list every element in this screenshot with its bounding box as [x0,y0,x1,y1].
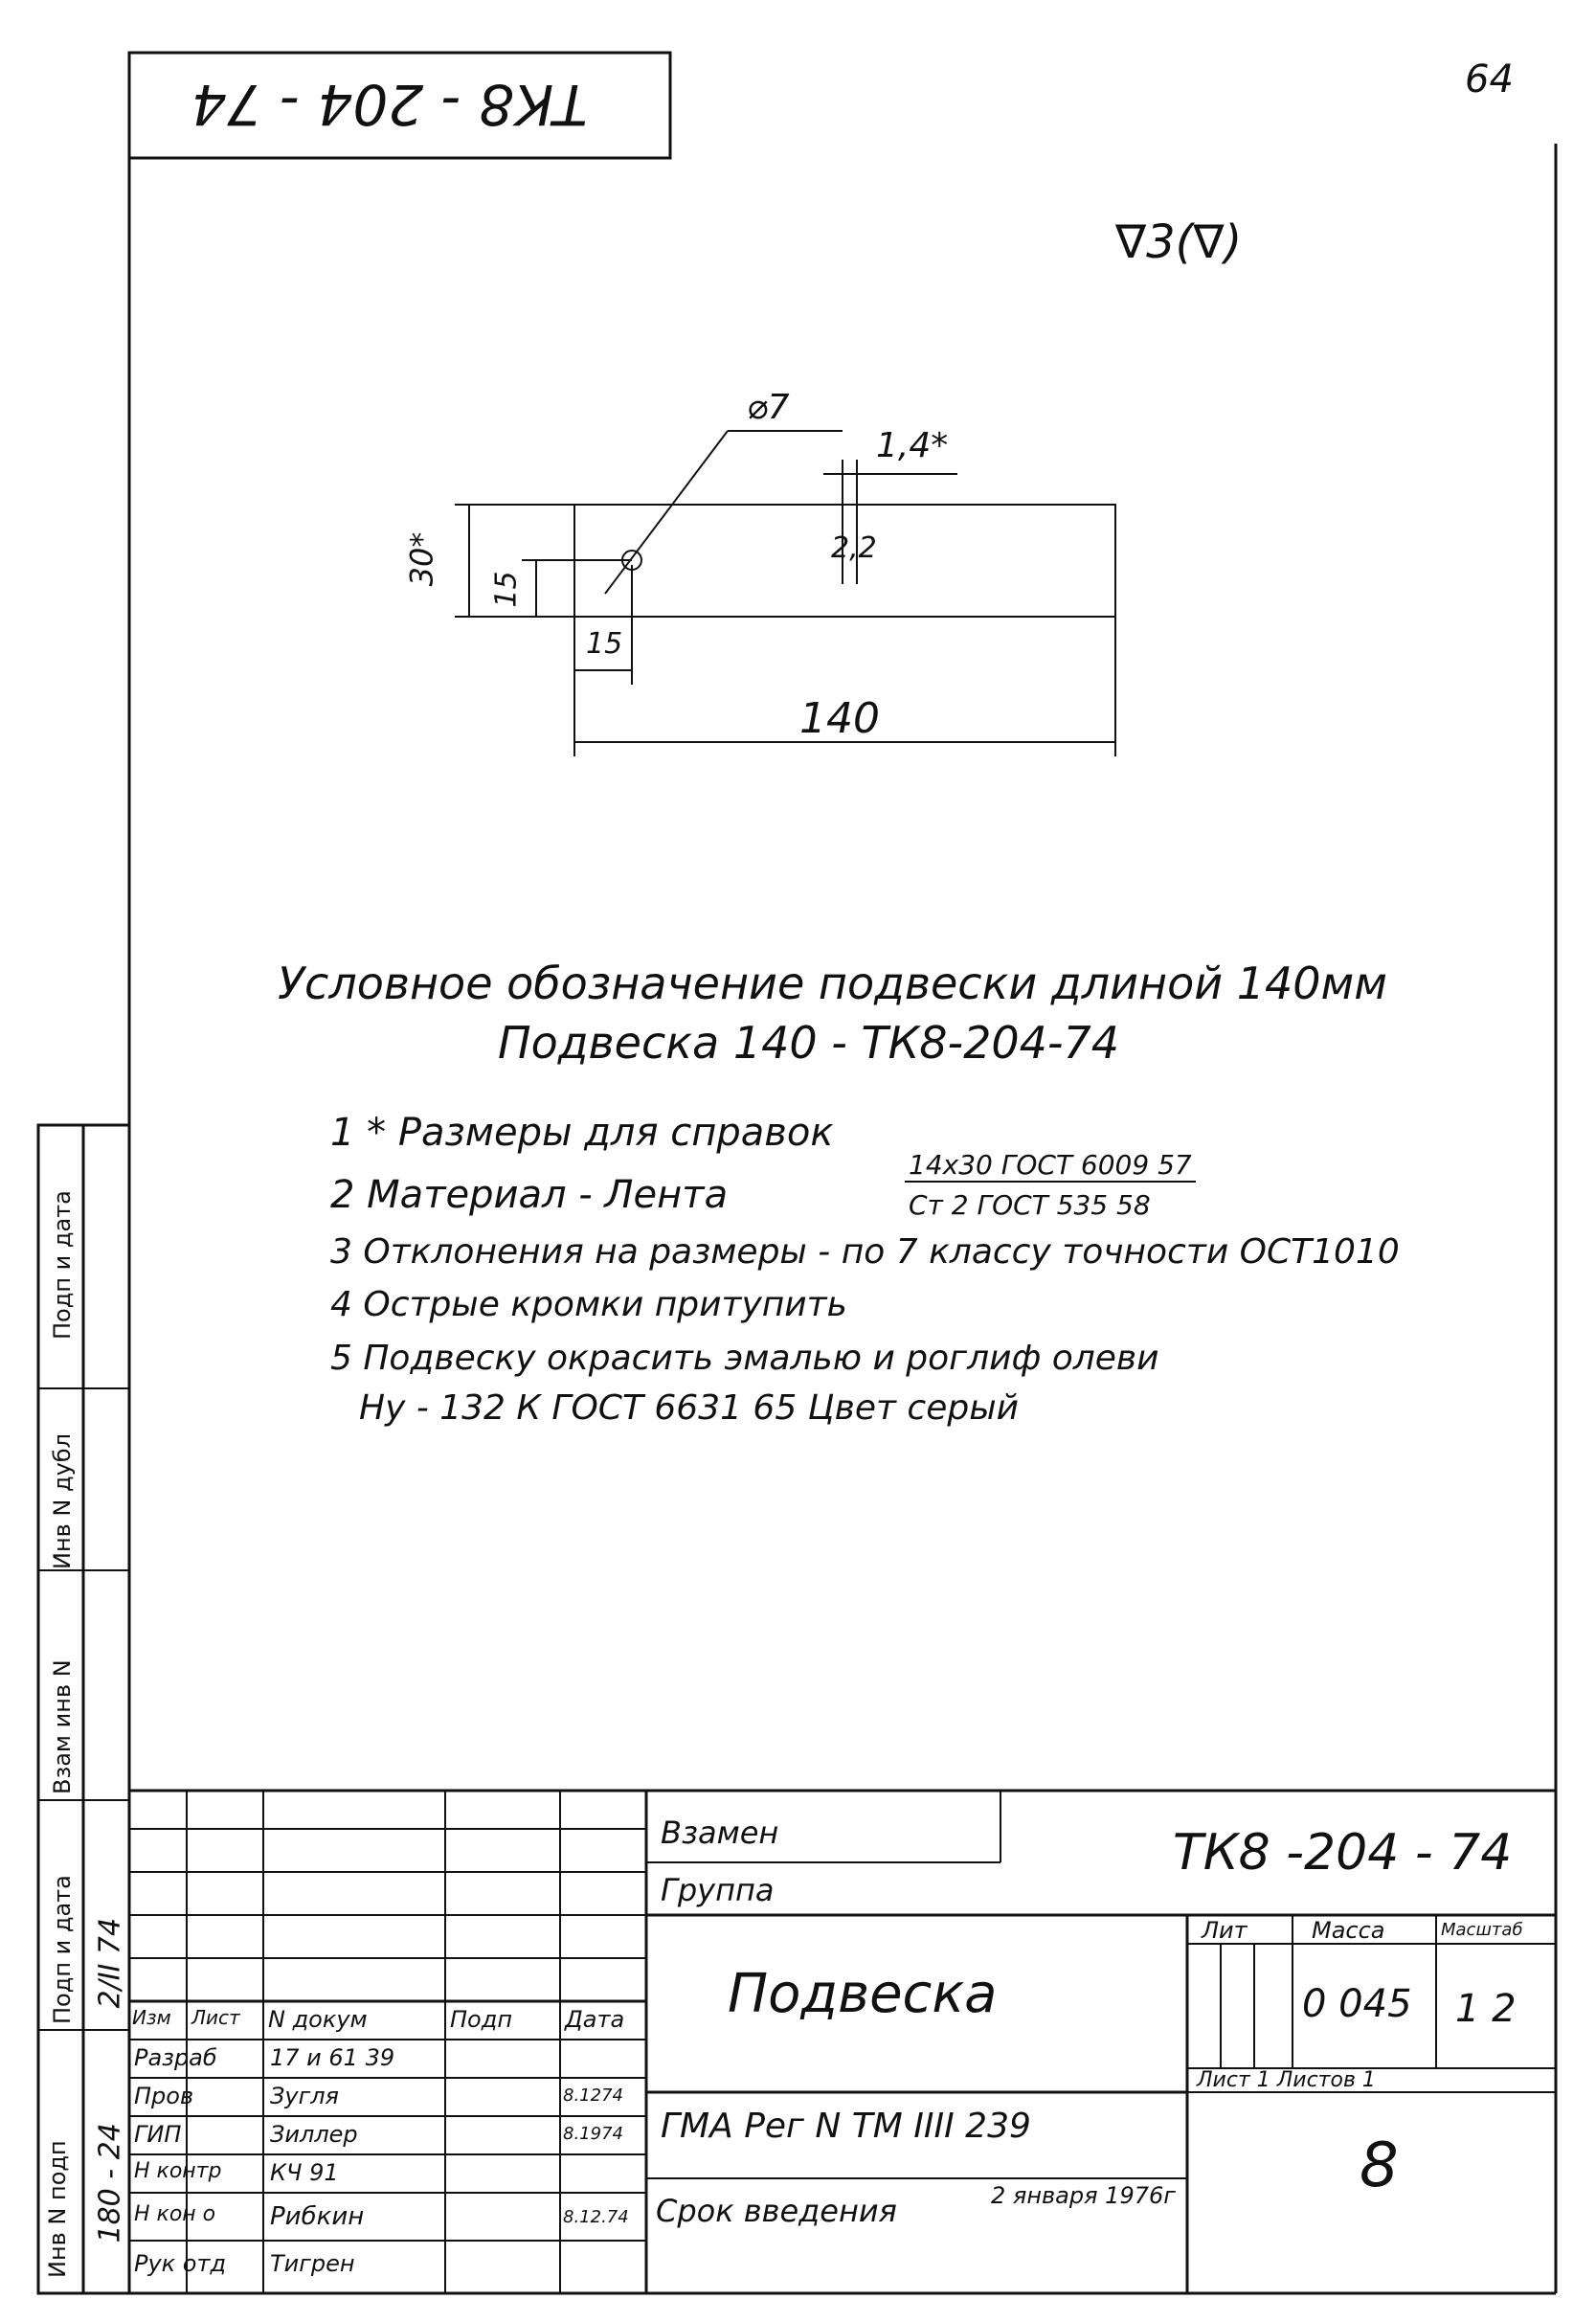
note-2-fraction-bottom: Ст 2 ГОСТ 535 58 [909,1189,1151,1221]
role-date: 8.1274 [563,2085,623,2106]
dim-hole-diameter: ⌀7 [747,388,790,427]
role-name: Тигрен [270,2250,355,2277]
note-4: 4 Острые кромки притупить [330,1285,847,1324]
note-2-fraction-top: 14х30 ГОСТ 6009 57 [905,1149,1196,1183]
side-label-sign-date-1: Подп и дата [49,1190,76,1340]
header-n-dokum: N докум [268,2006,368,2033]
side-label-sign-date-2: Подп и дата [49,1875,76,2024]
dim-hole-y: 15 [489,571,524,608]
dim-length: 140 [799,694,880,743]
gruppa-label: Группа [661,1872,775,1908]
dim-slot: 2,2 [831,531,877,565]
header-izm: Изм [132,2006,171,2029]
sheet-number: 8 [1360,2130,1399,2201]
note-2: 2 Материал - Лента [330,1173,729,1217]
sheet-count-label: Лист 1 Листов 1 [1197,2068,1376,2092]
role-label: Рук отд [134,2250,227,2277]
role-name: Рибкин [270,2202,365,2231]
designation-line-1: Условное обозначение подвески длиной 140мм [278,958,1387,1009]
role-name: 17 и 61 39 [270,2044,395,2071]
part-drawing [455,431,1115,756]
mass-label: Масса [1312,1917,1385,1944]
designation-line-2: Подвеска 140 - ТК8-204-74 [498,1017,1120,1069]
role-label: ГИП [134,2121,182,2148]
note-5: 5 Подвеску окрасить эмалью и роглиф олеви [330,1339,1159,1378]
top-stamp-code: ТК8 - 204 - 74 [191,72,588,137]
role-date: 8.1974 [563,2124,623,2144]
lit-label: Лит [1202,1917,1248,1944]
role-label: Разраб [134,2044,217,2071]
role-label: Н контр [134,2159,222,2183]
scale-value: 1 2 [1455,1987,1517,2031]
side-inv-value: 180 - 24 [93,2123,127,2243]
mass-value: 0 045 [1302,1982,1412,2026]
role-name: Зугля [270,2083,339,2109]
side-date-value: 2/II 74 [93,1917,127,2009]
role-name: Зиллер [270,2121,358,2148]
gma-registration: ГМА Рег N ТМ IIII 239 [661,2107,1031,2146]
header-data: Дата [565,2006,625,2033]
dim-thickness: 1,4* [876,426,949,465]
side-label-inv-original: Инв N подп [44,2140,71,2278]
srok-label: Срок введения [656,2193,897,2229]
role-date: 8.12.74 [563,2207,629,2227]
doc-code: ТК8 -204 - 74 [1173,1824,1513,1882]
page-number: 64 [1465,57,1514,101]
header-podp: Подп [450,2006,513,2033]
roughness-symbol: ∇3(∇) [1115,215,1243,269]
side-label-vzam-inv: Взам инв N [49,1659,76,1794]
srok-value: 2 января 1976г [991,2182,1176,2209]
scale-label: Масштаб [1441,1920,1523,1940]
dim-height: 30* [403,531,440,587]
note-3: 3 Отклонения на размеры - по 7 классу точности ОСТ1010 [330,1232,1400,1272]
role-name: КЧ 91 [270,2159,339,2186]
vzamen-label: Взамен [661,1815,779,1851]
role-label: Н кон о [134,2202,216,2226]
note-5-continued: Ну - 132 К ГОСТ 6631 65 Цвет серый [359,1388,1020,1428]
side-label-inv-dup: Инв N дубл [49,1433,76,1569]
dim-hole-x: 15 [586,627,623,661]
role-label: Пров [134,2083,194,2109]
note-1: 1 * Размеры для справок [330,1111,834,1155]
header-list: Лист [191,2006,240,2029]
part-name: Подвеска [728,1963,998,2025]
